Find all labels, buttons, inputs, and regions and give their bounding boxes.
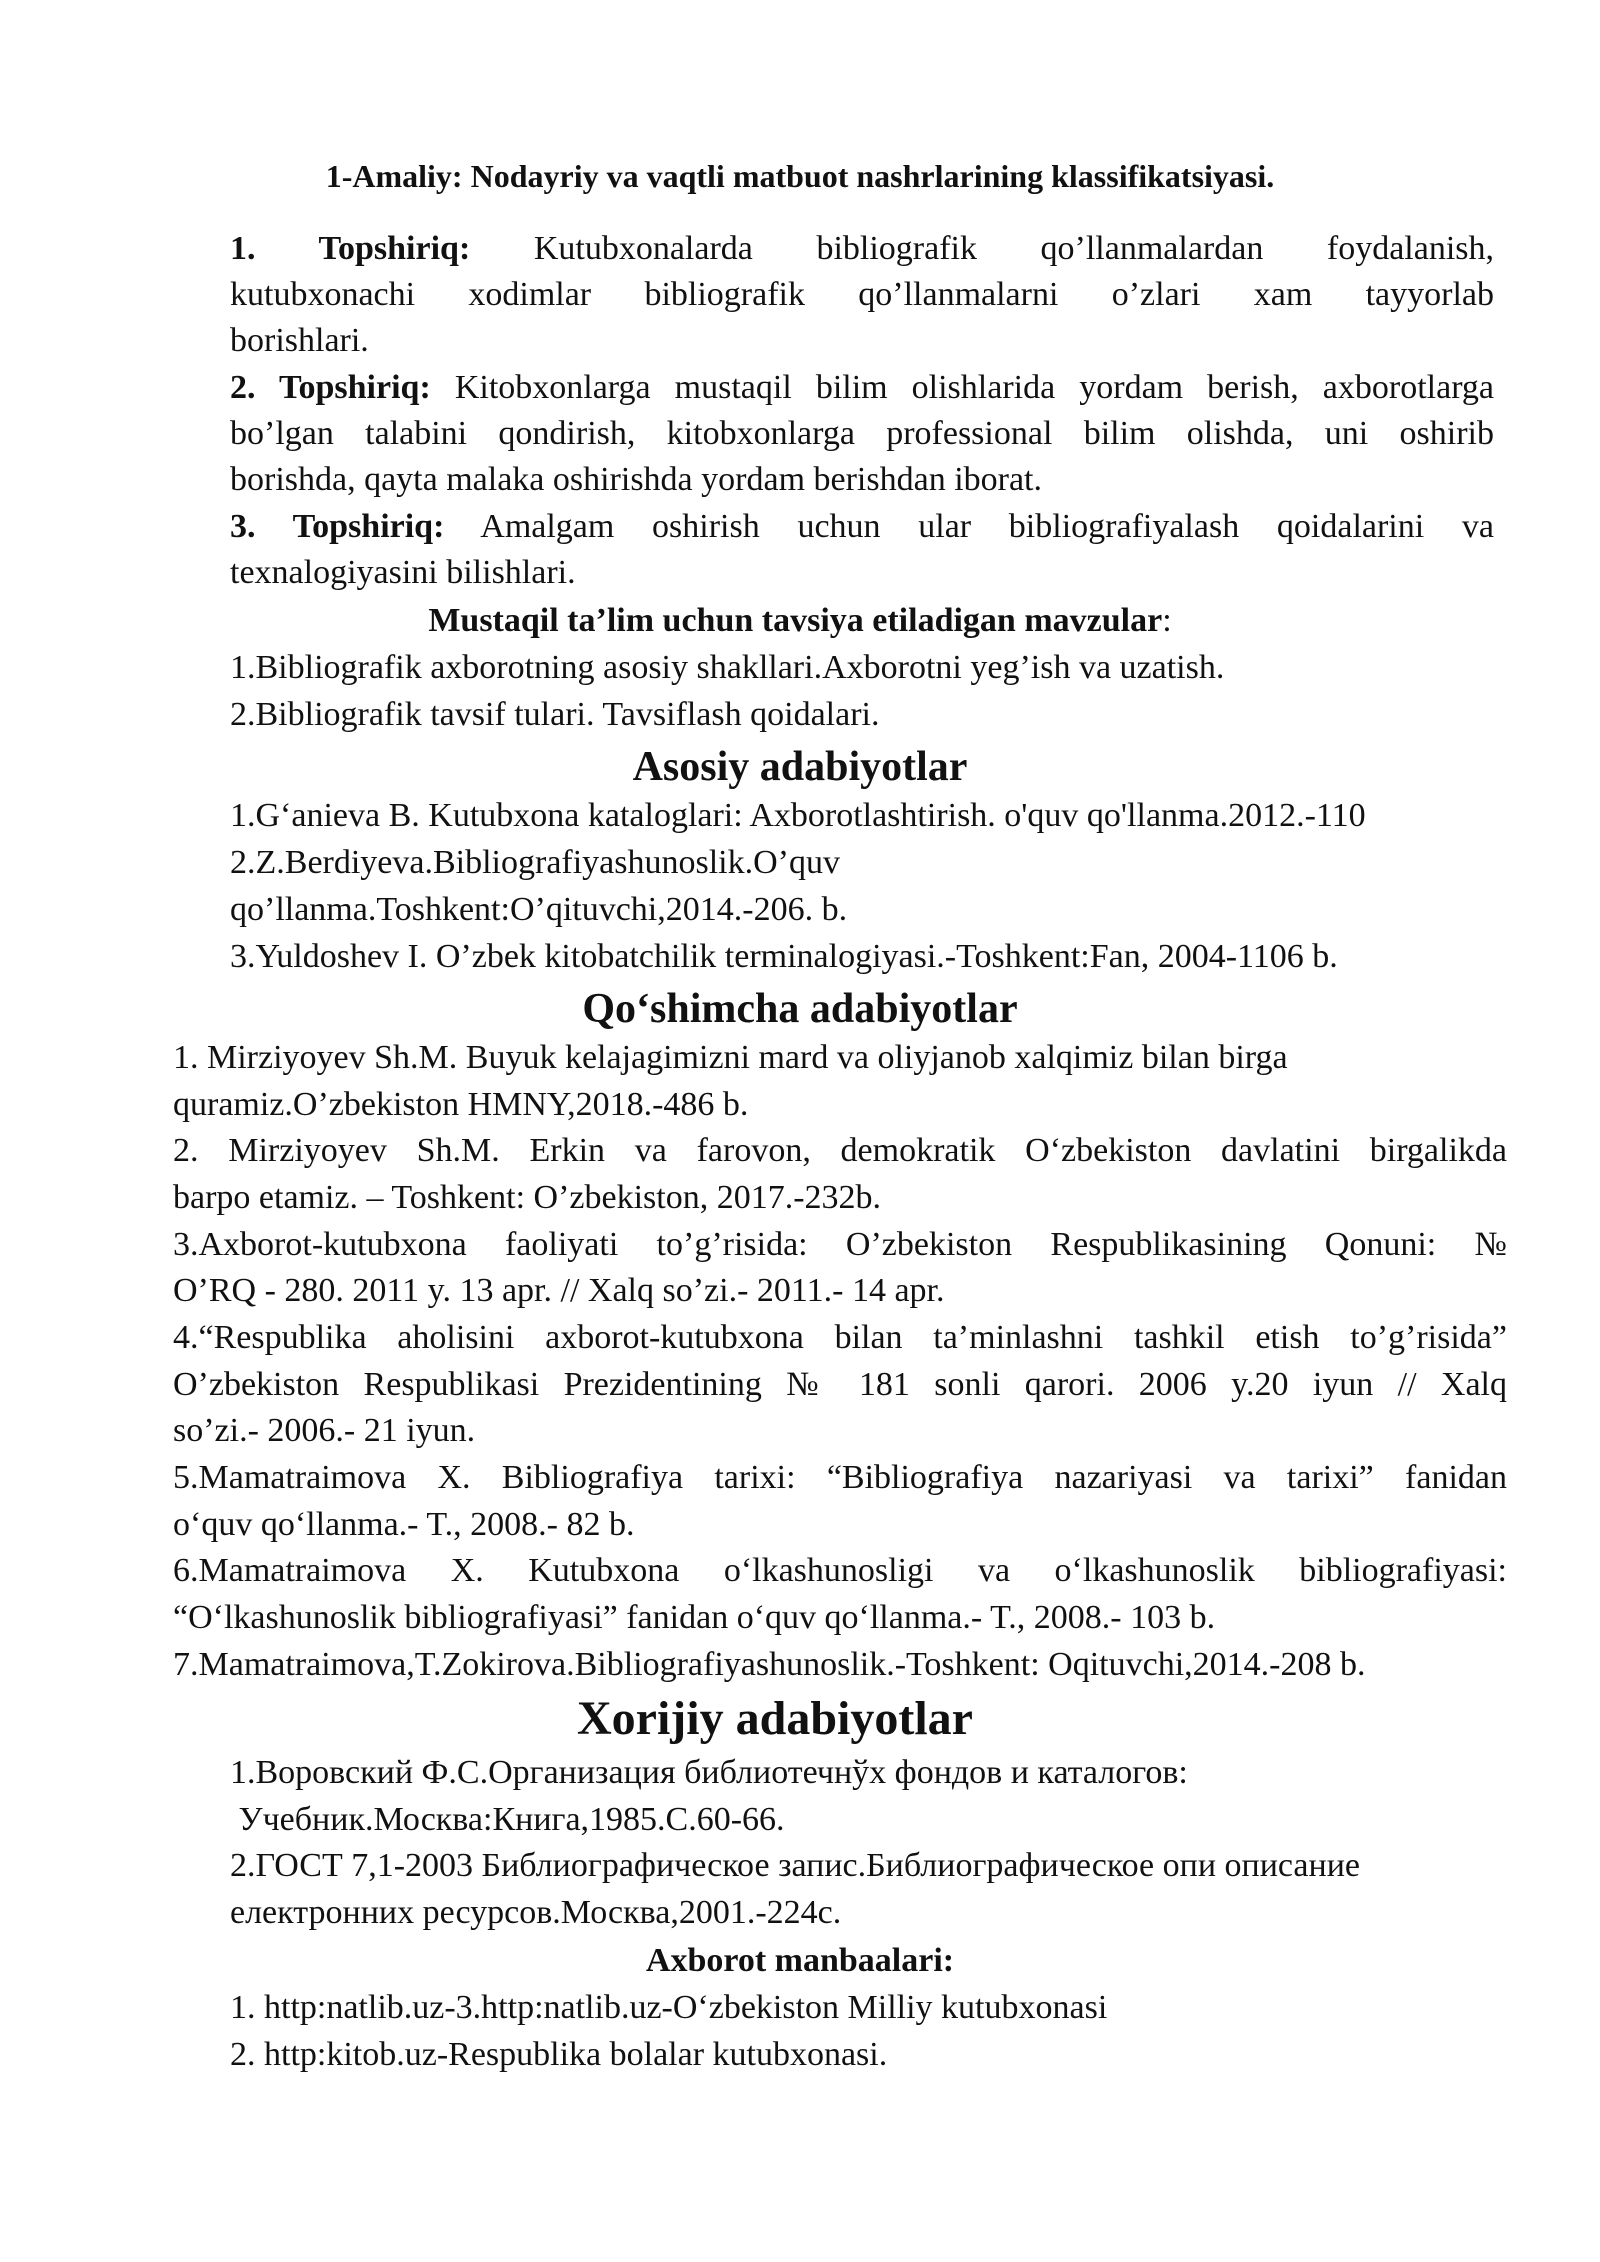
foreign-lit-line-3: 2.ГОСТ 7,1-2003 Библиографическое запис.Библиографическое опи описание	[230, 1847, 1361, 1884]
main-lit-heading: Asosiy adabiyotlar	[632, 744, 968, 790]
task-1-line-2: kutubxonachi xodimlar bibliografik qo’llanmalarni o’zlari xam tayyorlab	[230, 276, 1494, 313]
extra-lit-line-4: barpo etamiz. – Toshkent: O’zbekiston, 2017.-232b.	[173, 1179, 882, 1216]
extra-lit-line-2: quramiz.O’zbekiston HMNY,2018.-486 b.	[173, 1086, 749, 1123]
extra-lit-heading: Qo‘shimcha adabiyotlar	[582, 986, 1018, 1032]
extra-lit-line-14: 7.Mamatraimova,T.Zokirova.Bibliografiyashunoslik.-Toshkent: Oqituvchi,2014.-208 b.	[173, 1646, 1366, 1683]
task-3-line-1	[230, 504, 1494, 550]
extra-lit-line-1: 1. Mirziyoyev Sh.M. Buyuk kelajagimizni mard va oliyjanob xalqimiz bilan birga	[173, 1039, 1288, 1076]
independent-item-2: 2.Bibliografik tavsif tulari. Tavsiflash qoidalari.	[230, 696, 880, 733]
extra-lit-line-7: 4.“Respublika aholisini axborot-kutubxona bilan ta’minlashni tashkil etish to’g’risida”	[173, 1319, 1507, 1356]
foreign-lit-line-1: 1.Воровский Ф.С.Организация библиотечнўх фондов и каталогов:	[230, 1754, 1188, 1791]
extra-lit-line-9: so’zi.- 2006.- 21 iyun.	[173, 1412, 476, 1449]
task-2-line-3: borishda, qayta malaka oshirishda yordam berishdan iborat.	[230, 461, 1042, 498]
page-title: 1-Amaliy: Nodayriy va vaqtli matbuot nashrlarining klassifikatsiyasi.	[325, 158, 1275, 194]
main-lit-line-4: 3.Yuldoshev I. O’zbek kitobatchilik terminalogiyasi.-Toshkent:Fan, 2004-1106 b.	[230, 938, 1338, 975]
task-2-line-1	[230, 365, 1494, 411]
independent-heading-text: Mustaqil ta’lim uchun tavsiya etiladigan mavzular	[428, 602, 1163, 639]
independent-heading	[0, 598, 1600, 644]
independent-item-1: 1.Bibliografik axborotning asosiy shakllari.Axborotni yeg’ish va uzatish.	[230, 649, 1225, 686]
task-1-text: Kutubxonalarda bibliografik qo’llanmalardan foydalanish,	[533, 230, 1495, 267]
task-1-line-1	[230, 226, 1494, 272]
main-lit-line-2: 2.Z.Berdiyeva.Bibliografiyashunoslik.O’quv	[230, 844, 841, 881]
task-2-label: 2. Topshiriq:	[230, 369, 431, 406]
sources-line-2: 2. http:kitob.uz-Respublika bolalar kutubxonasi.	[230, 2036, 888, 2073]
task-2-text: Kitobxonlarga mustaqil bilim olishlarida yordam berish, axborotlarga	[454, 369, 1494, 406]
extra-lit-line-6: O’RQ - 280. 2011 y. 13 apr. // Xalq so’zi.- 2011.- 14 apr.	[173, 1272, 945, 1309]
main-lit-line-1: 1.G‘anieva B. Kutubxona kataloglari: Axborotlashtirish. o'quv qo'llanma.2012.-110	[230, 797, 1366, 834]
extra-lit-line-13: “O‘lkashunoslik bibliografiyasi” fanidan o‘quv qo‘llanma.- T., 2008.- 103 b.	[173, 1599, 1216, 1636]
task-3-label: 3. Topshiriq:	[230, 508, 445, 545]
task-1-label: 1. Topshiriq:	[230, 230, 471, 267]
extra-lit-line-8: O’zbekiston Respublikasi Prezidentining № 181 sonli qarori. 2006 y.20 iyun // Xalq	[173, 1366, 1507, 1403]
task-3-line-2: texnalogiyasini bilishlari.	[230, 554, 576, 591]
task-1-line-3: borishlari.	[230, 322, 369, 359]
task-2-line-2: bo’lgan talabini qondirish, kitobxonlarga professional bilim olishda, uni oshirib	[230, 415, 1494, 452]
extra-lit-line-3: 2. Mirziyoyev Sh.M. Erkin va farovon, demokratik O‘zbekiston davlatini birgalikda	[173, 1132, 1507, 1169]
extra-lit-line-5: 3.Axborot-kutubxona faoliyati to’g’risida: O’zbekiston Respublikasining Qonuni: №	[173, 1226, 1507, 1263]
extra-lit-line-10: 5.Mamatraimova X. Bibliografiya tarixi: “Bibliografiya nazariyasi va tarixi” fanidan	[173, 1459, 1507, 1496]
foreign-lit-line-2: Учебник.Москва:Книга,1985.С.60-66.	[230, 1801, 785, 1838]
foreign-lit-heading: Xorijiy adabiyotlar	[577, 1692, 973, 1745]
independent-heading-colon: :	[1162, 602, 1172, 639]
task-3-text: Amalgam oshirish uchun ular bibliografiyalash qoidalarini va	[480, 508, 1494, 545]
extra-lit-line-12: 6.Mamatraimova X. Kutubxona o‘lkashunosligi va o‘lkashunoslik bibliografiyasi:	[173, 1552, 1507, 1589]
main-lit-line-3: qo’llanma.Toshkent:O’qituvchi,2014.-206. b.	[230, 891, 848, 928]
sources-line-1: 1. http:natlib.uz-3.http:natlib.uz-O‘zbekiston Milliy kutubxonasi	[230, 1989, 1108, 2026]
extra-lit-line-11: o‘quv qo‘llanma.- T., 2008.- 82 b.	[173, 1506, 635, 1543]
sources-heading: Axborot manbaalari:	[645, 1942, 955, 1979]
foreign-lit-line-4: електронних ресурсов.Москва,2001.-224с.	[230, 1894, 842, 1931]
